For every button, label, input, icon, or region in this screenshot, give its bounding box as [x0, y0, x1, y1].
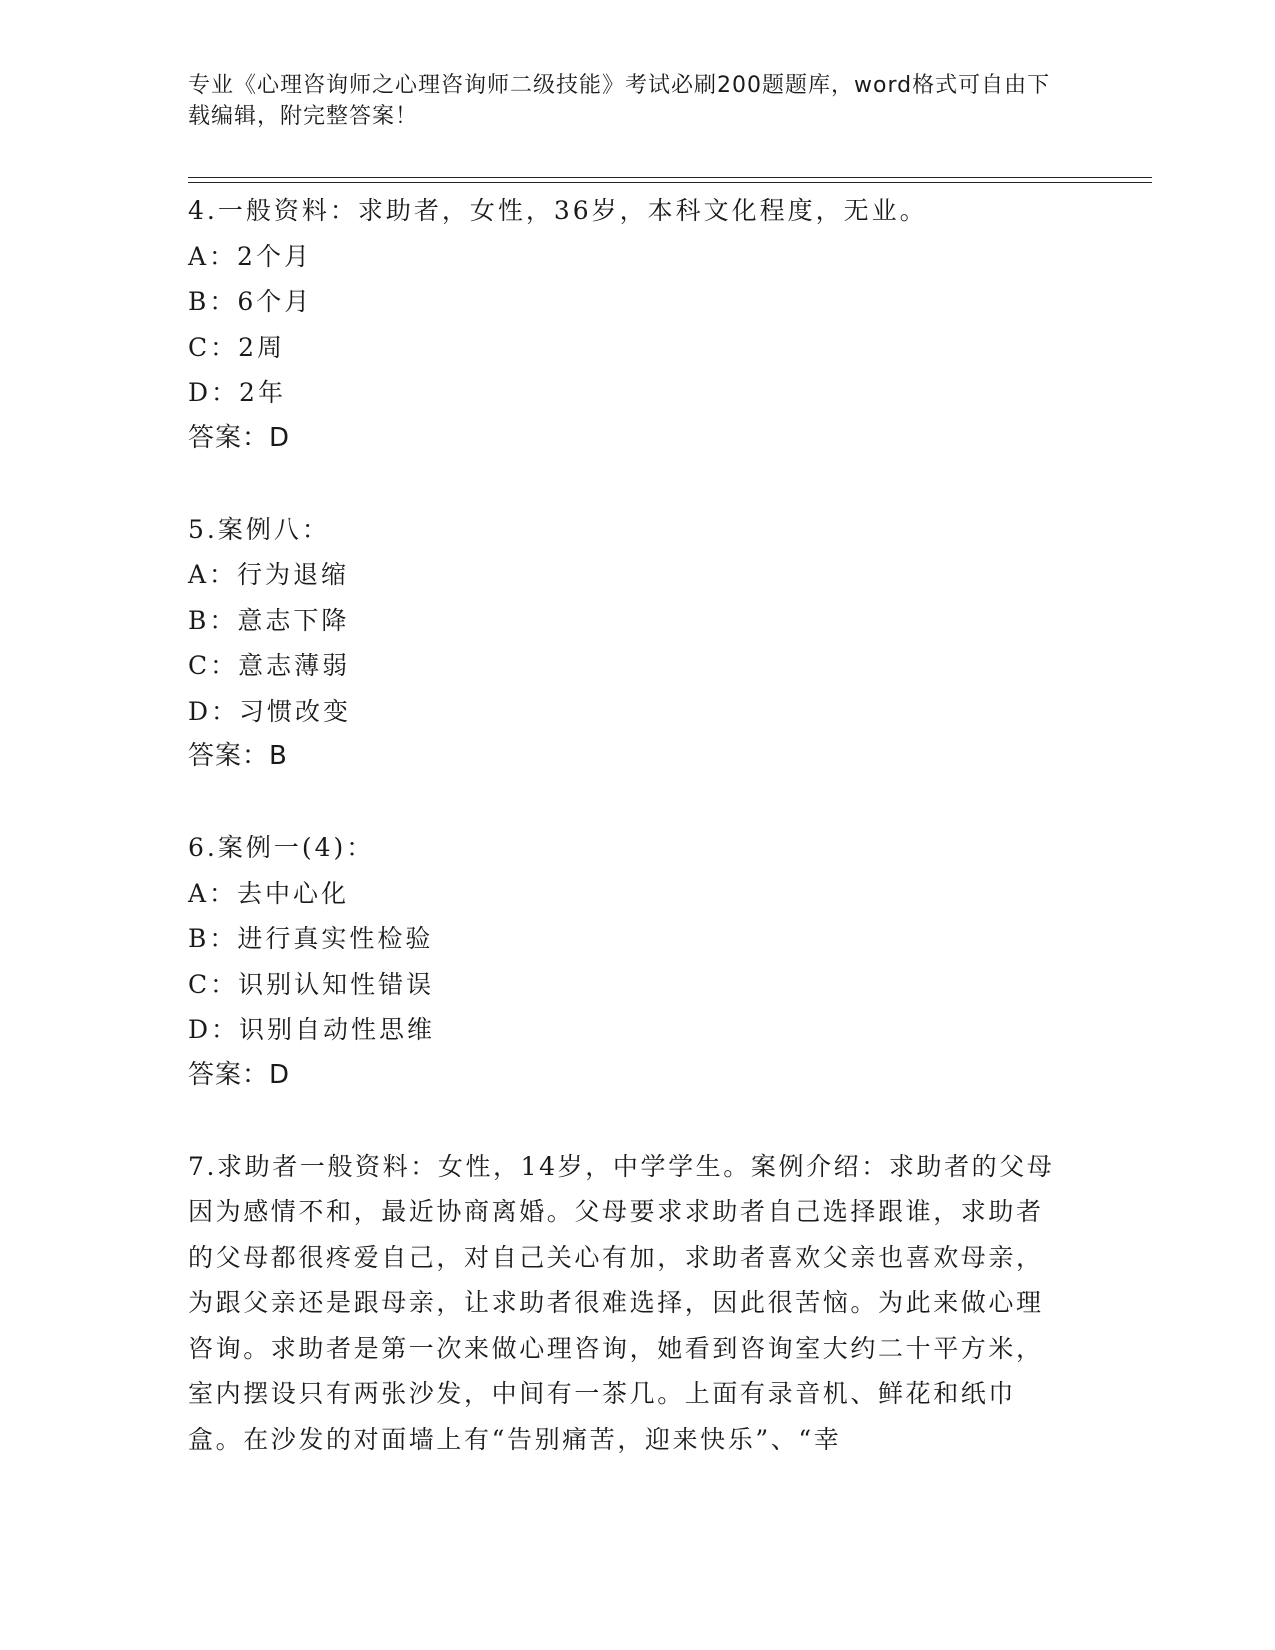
question-7: [188, 1144, 1068, 1463]
option-c: C：意志薄弱: [188, 651, 351, 680]
question-stem: 4.一般资料：求助者，女性，36岁，本科文化程度，无业。: [188, 196, 928, 225]
option-a: A：2个月: [188, 241, 312, 271]
option-b: B：6个月: [188, 287, 313, 316]
spacer: [188, 461, 1068, 507]
option-d: D：2年: [188, 378, 286, 407]
option-b: B：进行真实性检验: [188, 924, 434, 953]
header-rule-bottom: [188, 182, 1152, 183]
question-6: [188, 825, 1068, 1098]
question-list: [188, 188, 1068, 1462]
question-stem: 5.案例八：: [188, 514, 330, 544]
answer: 答案：D: [188, 422, 291, 453]
header-rule-top: [188, 177, 1152, 178]
answer: 答案：B: [188, 741, 288, 771]
spacer: [188, 780, 1068, 826]
question-5: [188, 507, 1068, 780]
option-c: C：2周: [188, 332, 286, 362]
option-b: B：意志下降: [188, 605, 350, 635]
document-header: 专业《心理咨询师之心理咨询师二级技能》考试必刷200题题库，word格式可自由下载编辑，附完整答案！: [188, 73, 1051, 129]
question-4: [188, 188, 1068, 461]
question-stem: 6.案例一(4)：: [188, 833, 375, 862]
question-stem: 7.求助者一般资料：女性，14岁，中学学生。案例介绍：求助者的父母因为感情不和，最近协商离婚。父母要求求助者自己选择跟谁，求助者的父母都很疼爱自己，对自己关心有加，求助者喜欢父亲也喜欢母亲，为跟父亲还是跟母亲，让求助者很难选择，因此很苦恼。为此来做心理咨询。求助者是第一次来做心理咨询，她看到咨询室大约二十平方米，室内摆设只有两张沙发，中间有一茶几。上面有录音机、鲜花和纸巾盒。在沙发的对面墙上有“告别痛苦，迎来快乐”、“幸: [188, 1151, 1055, 1454]
option-a: A：行为退缩: [188, 560, 350, 589]
spacer: [188, 1098, 1068, 1144]
option-d: D：习惯改变: [188, 696, 352, 726]
option-d: D：识别自动性思维: [188, 1015, 436, 1044]
option-c: C：识别认知性错误: [188, 969, 435, 999]
answer: 答案：D: [188, 1059, 291, 1090]
option-a: A：去中心化: [188, 878, 350, 908]
